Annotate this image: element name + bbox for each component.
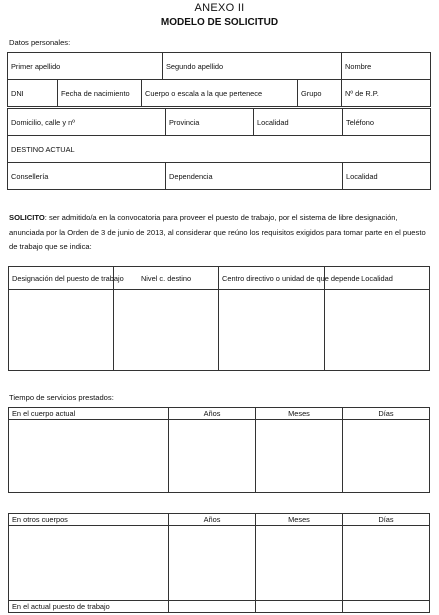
field-localidad[interactable]: Localidad (254, 109, 343, 136)
field-localidad-destino[interactable]: Localidad (343, 163, 431, 190)
field-dni[interactable]: DNI (8, 80, 58, 107)
label-actual-puesto: En el actual puesto de trabajo (9, 601, 169, 613)
input-cuerpo-actual-dias[interactable] (343, 420, 430, 493)
solicito-paragraph (9, 211, 429, 255)
solicito-keyword: SOLICITO (9, 213, 45, 222)
destino-form (7, 135, 431, 190)
input-nivel[interactable] (114, 290, 219, 371)
label-otros-cuerpos: En otros cuerpos (9, 514, 169, 526)
input-actual-puesto-meses[interactable] (256, 601, 343, 613)
input-otros-cuerpos[interactable] (9, 526, 169, 601)
puesto-table (8, 266, 430, 371)
field-dependencia[interactable]: Dependencia (166, 163, 343, 190)
header-anos: Años (169, 408, 256, 420)
field-destino-actual: DESTINO ACTUAL (8, 136, 431, 163)
header-anos: Años (169, 514, 256, 526)
field-cuerpo-escala[interactable]: Cuerpo o escala a la que pertenece (142, 80, 298, 107)
field-telefono[interactable]: Teléfono (343, 109, 431, 136)
annex-label: ANEXO II (194, 2, 245, 14)
header-dias: Días (343, 408, 430, 420)
field-provincia[interactable]: Provincia (166, 109, 254, 136)
input-otros-cuerpos-meses[interactable] (256, 526, 343, 601)
label-cuerpo-actual: En el cuerpo actual (9, 408, 169, 420)
header-localidad: Localidad (325, 267, 430, 290)
header-nivel: Nivel c. destino (114, 267, 219, 290)
input-designacion[interactable] (9, 290, 114, 371)
input-cuerpo-actual-meses[interactable] (256, 420, 343, 493)
input-cuerpo-actual-anos[interactable] (169, 420, 256, 493)
header-designacion: Designación del puesto de trabajo (9, 267, 114, 290)
input-localidad[interactable] (325, 290, 430, 371)
field-nrp[interactable]: Nº de R.P. (342, 80, 431, 107)
field-domicilio[interactable]: Domicilio, calle y nº (8, 109, 166, 136)
personal-data-label: Datos personales: (9, 38, 71, 47)
personal-data-form (7, 52, 431, 107)
servicios-cuerpo-actual-table (8, 407, 430, 493)
input-cuerpo-actual[interactable] (9, 420, 169, 493)
servicios-label: Tiempo de servicios prestados: (9, 393, 114, 402)
field-conselleria[interactable]: Consellería (8, 163, 166, 190)
input-otros-cuerpos-anos[interactable] (169, 526, 256, 601)
field-grupo[interactable]: Grupo (298, 80, 342, 107)
header-centro: Centro directivo o unidad de que depende (219, 267, 325, 290)
field-segundo-apellido[interactable]: Segundo apellido (163, 53, 342, 80)
field-primer-apellido[interactable]: Primer apellido (8, 53, 163, 80)
input-actual-puesto-anos[interactable] (169, 601, 256, 613)
field-nombre[interactable]: Nombre (342, 53, 431, 80)
form-title: MODELO DE SOLICITUD (160, 17, 279, 28)
input-otros-cuerpos-dias[interactable] (343, 526, 430, 601)
field-fecha-nacimiento[interactable]: Fecha de nacimiento (58, 80, 142, 107)
servicios-otros-cuerpos-table (8, 513, 430, 613)
header-meses: Meses (256, 514, 343, 526)
input-centro[interactable] (219, 290, 325, 371)
address-form (7, 108, 431, 136)
header-meses: Meses (256, 408, 343, 420)
solicito-text: : ser admitido/a en la convocatoria para proveer el puesto de trabajo, por el sistema de libre designación, anunciada por la Orden de 3 de junio de 2013, al considerar que reúno los requisitos exigidos para tomar parte en el puesto de trabajo que se indica: (9, 213, 426, 251)
header-dias: Días (343, 514, 430, 526)
input-actual-puesto-dias[interactable] (343, 601, 430, 613)
